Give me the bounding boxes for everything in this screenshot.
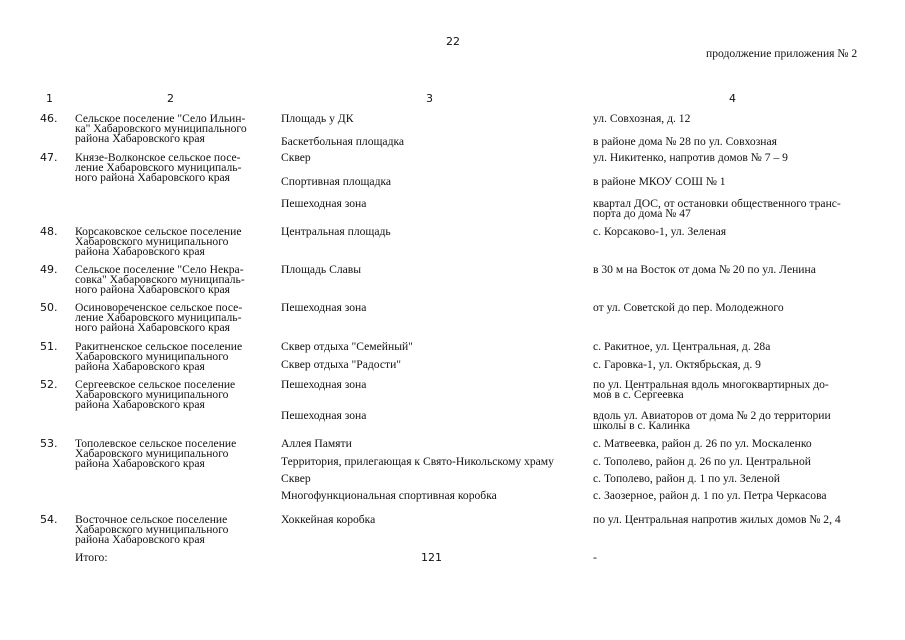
row-number: 48. <box>40 225 58 238</box>
column-header-1: 1 <box>46 92 53 105</box>
appendix-note: продолжение приложения № 2 <box>706 47 858 60</box>
settlement-name: Восточное сельское поселение Хабаровского муниципального района Хабаровского края <box>75 513 229 546</box>
object-address: с. Заозерное, район д. 1 по ул. Петра Черкасова <box>593 489 827 502</box>
object-name: Пешеходная зона <box>281 378 367 391</box>
settlement-name: Ракитненское сельское поселение Хабаровского муниципального района Хабаровского края <box>75 340 243 373</box>
object-address: с. Гаровка-1, ул. Октябрьская, д. 9 <box>593 358 761 371</box>
settlement-name: Князе-Волконское сельское посе- ление Хабаровского муниципаль- ного района Хабаровского края <box>75 151 242 184</box>
column-header-3: 3 <box>426 92 433 105</box>
settlement-name: Сергеевское сельское поселение Хабаровского муниципального района Хабаровского края <box>75 378 236 411</box>
total-label: Итого: <box>75 551 108 564</box>
object-name: Хоккейная коробка <box>281 513 376 526</box>
object-name: Территория, прилегающая к Свято-Никольскому храму <box>281 455 554 468</box>
object-address: в 30 м на Восток от дома № 20 по ул. Ленина <box>593 263 816 276</box>
object-address: квартал ДОС, от остановки общественного транс- порта до дома № 47 <box>593 197 841 220</box>
column-header-4: 4 <box>729 92 736 105</box>
object-name: Пешеходная зона <box>281 409 367 422</box>
object-name: Пешеходная зона <box>281 301 367 314</box>
object-name: Спортивная площадка <box>281 175 392 188</box>
object-name: Площадь у ДК <box>281 112 354 125</box>
object-name: Многофункциональная спортивная коробка <box>281 489 497 502</box>
total-address: - <box>593 551 597 564</box>
object-name: Аллея Памяти <box>281 437 352 450</box>
row-number: 50. <box>40 301 58 314</box>
object-address: от ул. Советской до пер. Молодежного <box>593 301 784 314</box>
row-number: 54. <box>40 513 58 526</box>
object-address: с. Матвеевка, район д. 26 по ул. Москаленко <box>593 437 812 450</box>
row-number: 49. <box>40 263 58 276</box>
object-name: Сквер отдыха "Радости" <box>281 358 402 371</box>
row-number: 52. <box>40 378 58 391</box>
row-number: 51. <box>40 340 58 353</box>
object-name: Сквер отдыха "Семейный" <box>281 340 413 353</box>
row-number: 47. <box>40 151 58 164</box>
object-name: Сквер <box>281 151 311 164</box>
object-address: с. Тополево, район д. 26 по ул. Центральной <box>593 455 811 468</box>
object-address: с. Корсаково-1, ул. Зеленая <box>593 225 727 238</box>
object-name: Центральная площадь <box>281 225 391 238</box>
object-address: с. Тополево, район д. 1 по ул. Зеленой <box>593 472 781 485</box>
settlement-name: Сельское поселение "Село Некра- совка" Хабаровского муниципаль- ного района Хабаровского края <box>75 263 245 296</box>
object-address: в районе МКОУ СОШ № 1 <box>593 175 726 188</box>
object-address: вдоль ул. Авиаторов от дома № 2 до территории школы в с. Калинка <box>593 409 831 432</box>
object-address: по ул. Центральная вдоль многоквартирных до- мов в с. Сергеевка <box>593 378 829 401</box>
object-address: в районе дома № 28 по ул. Совхозная <box>593 135 777 148</box>
settlement-name: Тополевское сельское поселение Хабаровского муниципального района Хабаровского края <box>75 437 237 470</box>
column-header-2: 2 <box>167 92 174 105</box>
object-name: Пешеходная зона <box>281 197 367 210</box>
object-address: с. Ракитное, ул. Центральная, д. 28а <box>593 340 771 353</box>
settlement-name: Сельское поселение "Село Ильин- ка" Хабаровского муниципального района Хабаровского края <box>75 112 247 145</box>
object-address: по ул. Центральная напротив жилых домов № 2, 4 <box>593 513 841 526</box>
settlement-name: Корсаковское сельское поселение Хабаровского муниципального района Хабаровского края <box>75 225 242 258</box>
object-name: Сквер <box>281 472 311 485</box>
object-name: Площадь Славы <box>281 263 362 276</box>
object-name: Баскетбольная площадка <box>281 135 405 148</box>
settlement-name: Осиновореченское сельское посе- ление Хабаровского муниципаль- ного района Хабаровского края <box>75 301 243 334</box>
total-count: 121 <box>421 551 442 564</box>
object-address: ул. Никитенко, напротив домов № 7 – 9 <box>593 151 788 164</box>
row-number: 53. <box>40 437 58 450</box>
object-address: ул. Совхозная, д. 12 <box>593 112 691 125</box>
page-number: 22 <box>446 35 460 48</box>
row-number: 46. <box>40 112 58 125</box>
